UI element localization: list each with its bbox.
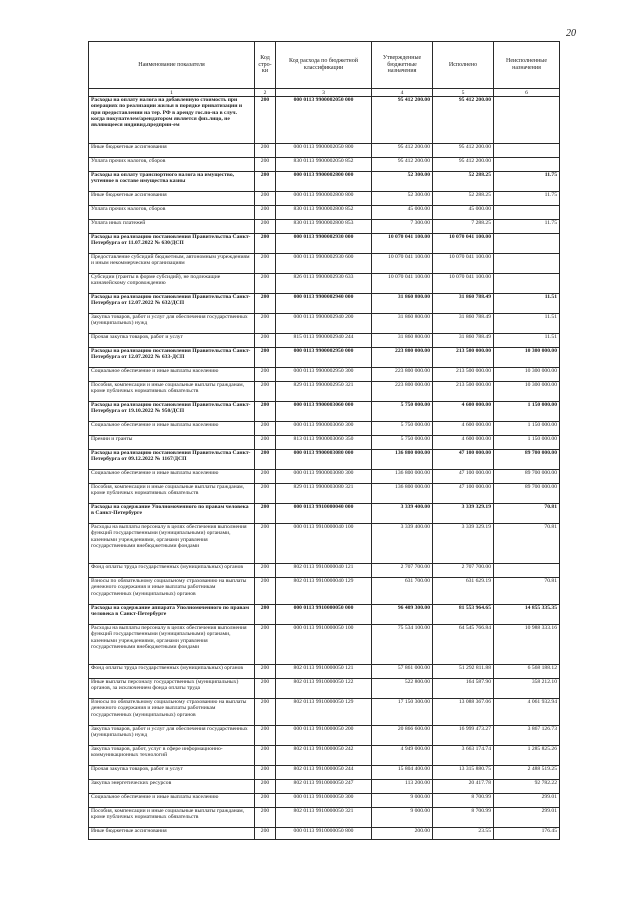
row-kbk-cell: 802 0113 9910000050 244 [276,766,372,780]
row-kbk-cell: 000 0113 9900002050 800 [276,144,372,158]
row-kbk-cell: 000 0113 9910000050 100 [276,625,372,665]
row-line-code-cell: 200 [255,234,276,254]
row-unexecuted-cell: 11.75 [494,172,560,192]
row-line-code-cell: 200 [255,402,276,422]
table-row [89,314,560,334]
header-unexecuted: Неисполненные назначения [494,42,560,89]
row-kbk-cell: 802 0113 9910000050 122 [276,679,372,699]
row-kbk-cell: 829 0113 9900002950 321 [276,382,372,402]
row-name-cell: Социальное обеспечение и иные выплаты населению [89,368,255,382]
row-line-code-cell: 200 [255,314,276,334]
row-executed-cell: 631 629.19 [433,578,494,605]
table-row [89,605,560,625]
table-row [89,436,560,450]
table-row [89,294,560,314]
row-approved-cell: 2 707 700.00 [372,564,433,578]
row-name-cell: Уплата прочих налогов, сборов [89,158,255,172]
page-number: 20 [566,28,576,39]
table-row [89,484,560,504]
row-name-cell: Расходы на реализацию постановления Правительства Санкт-Петербурга от 09.12.2022 № 1167/ДСП [89,450,255,470]
row-name-cell: Расходы на выплаты персоналу в целях обеспечения выполнения функций государственными (муниципальными) органами, казенными учреждениями, органами управления государственными внебюджетными фондами [89,524,255,564]
row-approved-cell: 31 860 800.00 [372,334,433,348]
table-row [89,470,560,484]
row-approved-cell: 52 300.00 [372,172,433,192]
row-approved-cell: 31 860 800.00 [372,294,433,314]
row-line-code-cell: 200 [255,625,276,665]
row-name-cell: Закупка товаров, работ, услуг в сфере информационно-коммуникационных технологий [89,746,255,766]
row-line-code-cell: 200 [255,294,276,314]
row-name-cell: Расходы на выплаты персоналу в целях обеспечения выполнения функций государственными (муниципальными) органами, казенными учреждениями, органами управления государственными внебюджетными фондами [89,625,255,665]
row-executed-cell: 64 545 766.84 [433,625,494,665]
table-row [89,828,560,840]
row-line-code-cell: 200 [255,450,276,470]
row-name-cell: Премии и гранты [89,436,255,450]
row-line-code-cell: 200 [255,220,276,234]
table-row [89,564,560,578]
row-kbk-cell: 000 0113 9910000040 000 [276,504,372,524]
budget-execution-table [88,41,560,840]
row-approved-cell: 223 800 000.00 [372,348,433,368]
row-kbk-cell: 000 0113 9910000040 100 [276,524,372,564]
row-unexecuted-cell: 10 300 000.00 [494,382,560,402]
row-name-cell: Фонд оплаты труда государственных (муниципальных) органов [89,564,255,578]
header-name: Наименование показателя [89,42,255,89]
row-unexecuted-cell [494,564,560,578]
column-number: 3 [276,89,372,97]
row-unexecuted-cell: 299.01 [494,808,560,828]
row-unexecuted-cell: 11.51 [494,294,560,314]
row-kbk-cell: 802 0113 9910000040 129 [276,578,372,605]
row-unexecuted-cell: 358 212.10 [494,679,560,699]
row-line-code-cell: 200 [255,368,276,382]
row-unexecuted-cell: 299.01 [494,794,560,808]
row-name-cell: Иные бюджетные ассигнования [89,144,255,158]
row-unexecuted-cell: 3 867 126.73 [494,726,560,746]
row-approved-cell: 200.00 [372,828,433,840]
table-header [89,42,560,97]
row-approved-cell: 136 800 000.00 [372,470,433,484]
row-line-code-cell: 200 [255,665,276,679]
row-line-code-cell: 200 [255,726,276,746]
row-executed-cell: 2 707 700.00 [433,564,494,578]
table-row [89,450,560,470]
row-executed-cell: 31 860 788.49 [433,294,494,314]
row-name-cell: Расходы на оплату налога на добавленную стоимость при операциях по реализации жилья в порядке приватизации и при предоставлении на тер. РФ в аренду гос.по-на в случ. когда покупателем/арендатором является физ.лицо, не являющееся индивид.предприн-ем [89,97,255,144]
row-unexecuted-cell [494,234,560,254]
row-unexecuted-cell: 89 700 000.00 [494,450,560,470]
row-name-cell: Расходы на реализацию постановления Правительства Санкт-Петербурга от 19.10.2022 № 950/ДСП [89,402,255,422]
row-executed-cell: 4 600 000.00 [433,422,494,436]
row-name-cell: Социальное обеспечение и иные выплаты населению [89,422,255,436]
row-name-cell: Пособия, компенсации и иные социальные выплаты гражданам, кроме публичных нормативных обязательств [89,382,255,402]
row-kbk-cell: 802 0113 9910000050 321 [276,808,372,828]
row-approved-cell: 223 800 000.00 [372,382,433,402]
row-approved-cell: 136 800 000.00 [372,450,433,470]
row-line-code-cell: 200 [255,524,276,564]
row-executed-cell: 31 860 788.49 [433,314,494,334]
row-line-code-cell: 200 [255,484,276,504]
row-executed-cell: 95 412 200.00 [433,97,494,144]
table-row [89,402,560,422]
row-unexecuted-cell [494,274,560,294]
column-number: 5 [433,89,494,97]
row-kbk-cell: 000 0113 9900002930 600 [276,254,372,274]
row-name-cell: Расходы на содержание аппарата Уполномоченного по правам человека в Санкт-Петербурге [89,605,255,625]
row-name-cell: Уплата иных платежей [89,220,255,234]
row-unexecuted-cell [494,254,560,274]
row-executed-cell: 213 500 000.00 [433,368,494,382]
table-row [89,97,560,144]
row-executed-cell: 213 500 000.00 [433,382,494,402]
row-line-code-cell: 200 [255,192,276,206]
row-executed-cell: 47 100 000.00 [433,470,494,484]
row-approved-cell: 31 860 800.00 [372,314,433,334]
row-executed-cell: 164 587.90 [433,679,494,699]
header-kbk: Код расхода по бюджетной классификации [276,42,372,89]
row-name-cell: Расходы на реализацию постановления Правительства Санкт-Петербурга от 12.07.2022 № 632/ДСП [89,294,255,314]
row-kbk-cell: 000 0113 9900002950 000 [276,348,372,368]
row-name-cell: Расходы на реализацию постановления Правительства Санкт-Петербурга от 11.07.2022 № 630/ДСП [89,234,255,254]
row-name-cell: Пособия, компенсации и иные социальные выплаты гражданам, кроме публичных нормативных обязательств [89,484,255,504]
row-kbk-cell: 000 0113 9900002050 000 [276,97,372,144]
row-line-code-cell: 200 [255,794,276,808]
table-row [89,172,560,192]
table-row [89,726,560,746]
table-row [89,158,560,172]
table-row [89,220,560,234]
row-kbk-cell: 000 0113 9900003060 000 [276,402,372,422]
row-unexecuted-cell: 89 700 000.00 [494,470,560,484]
row-approved-cell: 9 000.00 [372,808,433,828]
row-kbk-cell: 000 0113 9900002950 300 [276,368,372,382]
row-approved-cell: 17 150 300.00 [372,699,433,726]
row-approved-cell: 5 750 000.00 [372,402,433,422]
row-approved-cell: 223 800 000.00 [372,368,433,382]
row-executed-cell: 23.55 [433,828,494,840]
row-unexecuted-cell [494,206,560,220]
row-approved-cell: 136 800 000.00 [372,484,433,504]
row-executed-cell: 95 412 200.00 [433,144,494,158]
row-kbk-cell: 000 0113 9910000050 300 [276,794,372,808]
column-number: 4 [372,89,433,97]
row-name-cell: Расходы на оплату транспортного налога на имущество, учтенное в составе имущества казны [89,172,255,192]
table-row [89,382,560,402]
row-line-code-cell: 200 [255,470,276,484]
row-approved-cell: 75 534 100.00 [372,625,433,665]
table-row [89,192,560,206]
row-approved-cell: 522 800.00 [372,679,433,699]
row-line-code-cell: 200 [255,578,276,605]
row-kbk-cell: 830 0113 9900002800 853 [276,220,372,234]
row-kbk-cell: 802 0113 9910000050 121 [276,665,372,679]
row-approved-cell: 96 409 300.00 [372,605,433,625]
row-unexecuted-cell: 11.75 [494,192,560,206]
row-line-code-cell: 200 [255,97,276,144]
row-unexecuted-cell: 10 988 333.16 [494,625,560,665]
row-approved-cell: 52 300.00 [372,192,433,206]
row-executed-cell: 81 553 964.65 [433,605,494,625]
row-executed-cell: 3 663 174.74 [433,746,494,766]
table-row [89,234,560,254]
row-executed-cell: 13 315 880.75 [433,766,494,780]
row-executed-cell: 52 288.25 [433,192,494,206]
row-executed-cell: 47 100 000.00 [433,450,494,470]
row-name-cell: Расходы на реализацию постановления Правительства Санкт-Петербурга от 12.07.2022 № 633-ДСП [89,348,255,368]
table-row [89,422,560,436]
row-kbk-cell: 000 0113 9910000050 000 [276,605,372,625]
row-kbk-cell: 830 0113 9900002800 852 [276,206,372,220]
row-approved-cell: 4 949 000.00 [372,746,433,766]
row-executed-cell: 3 339 329.19 [433,504,494,524]
row-line-code-cell: 200 [255,334,276,348]
row-kbk-cell: 000 0113 9900002930 000 [276,234,372,254]
row-unexecuted-cell: 11.51 [494,334,560,348]
row-kbk-cell: 802 0113 9910000050 247 [276,780,372,794]
row-executed-cell: 20 417.78 [433,780,494,794]
row-kbk-cell: 000 0113 9900003080 000 [276,450,372,470]
row-approved-cell: 95 412 200.00 [372,158,433,172]
row-executed-cell: 213 500 000.00 [433,348,494,368]
row-name-cell: Субсидии (гранты в форме субсидий), не подлежащие казначейскому сопровождению [89,274,255,294]
table-row [89,504,560,524]
row-unexecuted-cell: 14 855 335.35 [494,605,560,625]
row-kbk-cell: 826 0113 9900002930 633 [276,274,372,294]
row-line-code-cell: 200 [255,746,276,766]
row-approved-cell: 15 804 400.00 [372,766,433,780]
row-unexecuted-cell: 1 150 000.00 [494,436,560,450]
row-line-code-cell: 200 [255,504,276,524]
row-executed-cell: 47 100 000.00 [433,484,494,504]
row-approved-cell: 45 000.00 [372,206,433,220]
row-unexecuted-cell: 2 488 519.25 [494,766,560,780]
row-name-cell: Расходы на содержание Уполномоченного по правам человека в Санкт-Петербурге [89,504,255,524]
row-executed-cell: 52 288.25 [433,172,494,192]
table-row [89,578,560,605]
table-row [89,808,560,828]
row-executed-cell: 95 412 200.00 [433,158,494,172]
row-executed-cell: 8 700.99 [433,808,494,828]
row-approved-cell: 10 070 041 100.00 [372,274,433,294]
table-row [89,348,560,368]
row-unexecuted-cell: 92 782.22 [494,780,560,794]
row-line-code-cell: 200 [255,699,276,726]
header-executed: Исполнено [433,42,494,89]
table-row [89,144,560,158]
row-line-code-cell: 200 [255,144,276,158]
row-unexecuted-cell: 6 568 188.12 [494,665,560,679]
row-name-cell: Иные бюджетные ассигнования [89,192,255,206]
row-approved-cell: 3 339 400.00 [372,504,433,524]
row-name-cell: Прочая закупка товаров, работ и услуг [89,334,255,348]
row-executed-cell: 3 339 329.19 [433,524,494,564]
row-unexecuted-cell: 1 150 000.00 [494,422,560,436]
row-line-code-cell: 200 [255,348,276,368]
row-name-cell: Социальное обеспечение и иные выплаты населению [89,794,255,808]
row-kbk-cell: 802 0113 9910000040 121 [276,564,372,578]
row-name-cell: Взносы по обязательному социальному страхованию на выплаты денежного содержания и иные выплаты работникам государственных (муниципальных) органов [89,699,255,726]
row-name-cell: Пособия, компенсации и иные социальные выплаты гражданам, кроме публичных нормативных обязательств [89,808,255,828]
table-row [89,254,560,274]
table-row [89,780,560,794]
row-unexecuted-cell [494,97,560,144]
row-unexecuted-cell: 89 700 000.00 [494,484,560,504]
row-name-cell: Уплата прочих налогов, сборов [89,206,255,220]
row-name-cell: Закупка товаров, работ и услуг для обеспечения государственных (муниципальных) нужд [89,314,255,334]
row-executed-cell: 13 088 367.06 [433,699,494,726]
row-kbk-cell: 802 0113 9910000050 129 [276,699,372,726]
row-kbk-cell: 000 0113 9910000050 200 [276,726,372,746]
row-unexecuted-cell [494,144,560,158]
row-unexecuted-cell: 1 285 825.26 [494,746,560,766]
row-line-code-cell: 200 [255,828,276,840]
row-unexecuted-cell: 11.51 [494,314,560,334]
row-name-cell: Фонд оплаты труда государственных (муниципальных) органов [89,665,255,679]
row-approved-cell: 9 000.00 [372,794,433,808]
row-line-code-cell: 200 [255,158,276,172]
row-line-code-cell: 200 [255,274,276,294]
row-unexecuted-cell: 11.75 [494,220,560,234]
row-kbk-cell: 000 0113 9900003080 300 [276,470,372,484]
row-approved-cell: 7 300.00 [372,220,433,234]
row-name-cell: Иные бюджетные ассигнования [89,828,255,840]
row-kbk-cell: 000 0113 9900003060 300 [276,422,372,436]
row-approved-cell: 3 339 400.00 [372,524,433,564]
row-executed-cell: 45 000.00 [433,206,494,220]
row-unexecuted-cell: 70.81 [494,504,560,524]
row-line-code-cell: 200 [255,679,276,699]
table-row [89,699,560,726]
row-unexecuted-cell: 1 150 000.00 [494,402,560,422]
header-approved: Утвержденные бюджетные назначения [372,42,433,89]
row-name-cell: Закупка энергетических ресурсов [89,780,255,794]
row-line-code-cell: 200 [255,254,276,274]
row-approved-cell: 113 200.00 [372,780,433,794]
column-number: 6 [494,89,560,97]
row-name-cell: Взносы по обязательному социальному страхованию на выплаты денежного содержания и иные выплаты работникам государственных (муниципальных) органов [89,578,255,605]
row-kbk-cell: 813 0113 9900003060 350 [276,436,372,450]
row-line-code-cell: 200 [255,564,276,578]
column-number: 2 [255,89,276,97]
row-kbk-cell: 000 0113 9900002940 200 [276,314,372,334]
row-approved-cell: 10 070 041 100.00 [372,254,433,274]
row-kbk-cell: 830 0113 9900002050 852 [276,158,372,172]
row-unexecuted-cell: 70.81 [494,524,560,564]
row-line-code-cell: 200 [255,605,276,625]
row-kbk-cell: 815 0113 9900002940 244 [276,334,372,348]
column-number: 1 [89,89,255,97]
row-executed-cell: 10 070 041 100.00 [433,254,494,274]
header-line-code: Код стро-ки [255,42,276,89]
row-executed-cell: 10 070 041 100.00 [433,274,494,294]
row-approved-cell: 5 750 000.00 [372,436,433,450]
row-unexecuted-cell [494,158,560,172]
row-line-code-cell: 200 [255,766,276,780]
row-unexecuted-cell: 10 300 000.00 [494,368,560,382]
row-executed-cell: 31 860 788.49 [433,334,494,348]
row-unexecuted-cell: 4 061 932.94 [494,699,560,726]
table-row [89,746,560,766]
row-kbk-cell: 000 0113 9910000050 800 [276,828,372,840]
table-row [89,679,560,699]
table-row [89,665,560,679]
table-row [89,625,560,665]
row-unexecuted-cell: 70.81 [494,578,560,605]
row-executed-cell: 16 999 473.27 [433,726,494,746]
row-name-cell: Предоставление субсидий бюджетным, автономным учреждениям и иным некоммерческим организациям [89,254,255,274]
row-approved-cell: 95 412 200.00 [372,144,433,158]
table-row [89,274,560,294]
row-unexecuted-cell: 10 300 000.00 [494,348,560,368]
row-executed-cell: 10 070 041 100.00 [433,234,494,254]
row-line-code-cell: 200 [255,808,276,828]
row-kbk-cell: 802 0113 9910000050 242 [276,746,372,766]
row-executed-cell: 51 292 811.88 [433,665,494,679]
row-name-cell: Прочая закупка товаров, работ и услуг [89,766,255,780]
row-kbk-cell: 000 0113 9900002800 000 [276,172,372,192]
row-executed-cell: 8 700.99 [433,794,494,808]
table-row [89,334,560,348]
table-row [89,766,560,780]
row-approved-cell: 5 750 000.00 [372,422,433,436]
budget-table-container [88,41,559,840]
row-name-cell: Социальное обеспечение и иные выплаты населению [89,470,255,484]
row-kbk-cell: 000 0113 9900002800 800 [276,192,372,206]
row-executed-cell: 4 600 000.00 [433,436,494,450]
row-kbk-cell: 000 0113 9900002940 000 [276,294,372,314]
row-name-cell: Закупка товаров, работ и услуг для обеспечения государственных (муниципальных) нужд [89,726,255,746]
row-line-code-cell: 200 [255,436,276,450]
row-approved-cell: 10 070 041 100.00 [372,234,433,254]
table-row [89,206,560,220]
row-kbk-cell: 829 0113 9900003080 321 [276,484,372,504]
row-approved-cell: 20 866 600.00 [372,726,433,746]
row-approved-cell: 57 861 000.00 [372,665,433,679]
row-line-code-cell: 200 [255,382,276,402]
row-line-code-cell: 200 [255,780,276,794]
row-line-code-cell: 200 [255,206,276,220]
row-name-cell: Иные выплаты персоналу государственных (муниципальных) органов, за исключением фонда оплаты труда [89,679,255,699]
table-row [89,368,560,382]
row-line-code-cell: 200 [255,172,276,192]
table-body [89,97,560,840]
row-approved-cell: 95 412 200.00 [372,97,433,144]
row-executed-cell: 4 600 000.00 [433,402,494,422]
table-row [89,524,560,564]
table-row [89,794,560,808]
row-line-code-cell: 200 [255,422,276,436]
row-approved-cell: 631 700.00 [372,578,433,605]
row-executed-cell: 7 288.25 [433,220,494,234]
row-unexecuted-cell: 176.45 [494,828,560,840]
